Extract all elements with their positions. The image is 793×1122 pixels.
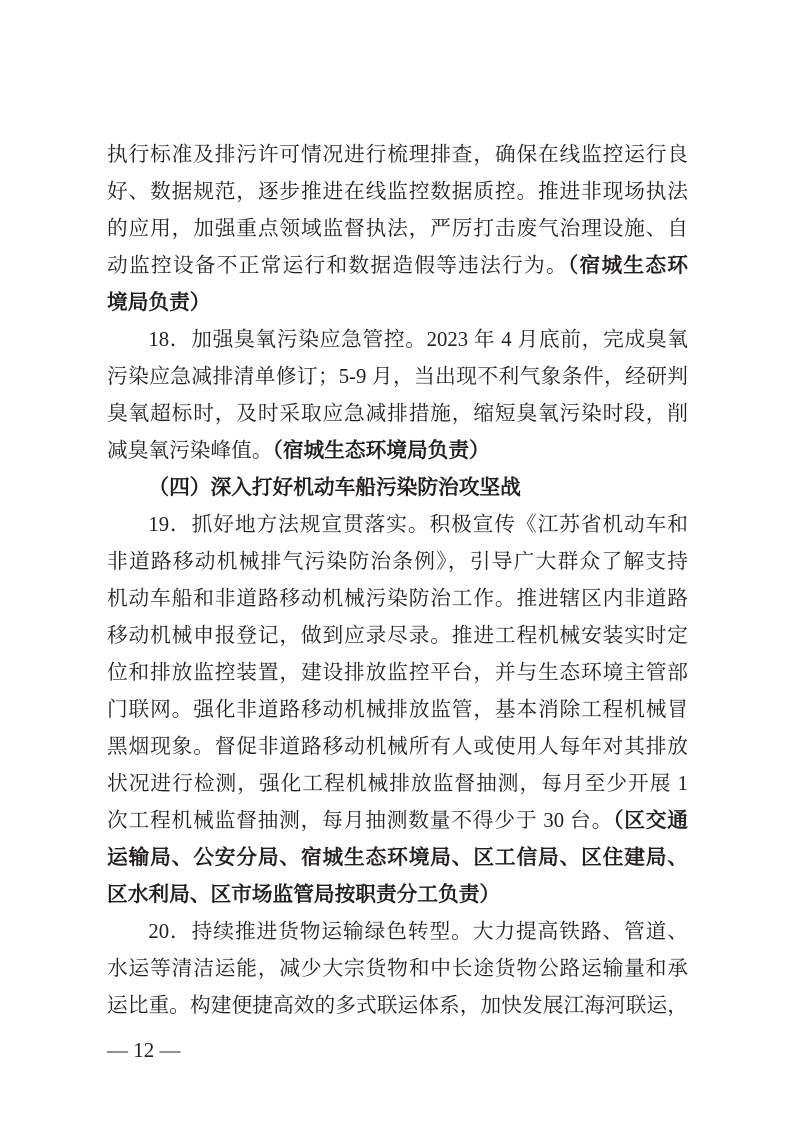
paragraph-item-18	[107, 322, 688, 470]
line-text: 好、数据规范，逐步推进在线监控数据质控。推进非现场执法	[107, 181, 688, 203]
text-line	[107, 766, 688, 803]
paragraph-item-20	[107, 914, 688, 1025]
line-text: 臭氧超标时，及时采取应急减排措施，缩短臭氧污染时段，削	[107, 403, 688, 425]
line-text: 移动机械申报登记，做到应录尽录。推进工程机械安装实时定	[107, 625, 688, 647]
text-line	[107, 581, 688, 618]
text-line	[107, 174, 688, 211]
text-line	[107, 322, 688, 359]
line-text: 黑烟现象。督促非道路移动机械所有人或使用人每年对其排放	[107, 736, 688, 758]
paragraph-item-19	[107, 507, 688, 914]
text-line	[107, 618, 688, 655]
paragraph-item-17-continued	[107, 137, 688, 322]
line-text: 非道路移动机械排气污染防治条例》，引导广大群众了解支持	[107, 551, 688, 573]
text-line	[107, 359, 688, 396]
line-text: 19．抓好地方法规宣贯落实。积极宣传《江苏省机动车和	[148, 514, 688, 536]
line-text: 动监控设备不正常运行和数据造假等违法行为。	[107, 255, 568, 277]
text-line	[107, 544, 688, 581]
text-line	[107, 211, 688, 248]
responsibility-note: 运输局、公安分局、宿城生态环境局、区工信局、区住建局、	[107, 847, 688, 869]
line-text: 运比重。构建便捷高效的多式联运体系，加快发展江海河联运，	[107, 995, 688, 1017]
text-line	[107, 507, 688, 544]
text-line	[107, 914, 688, 951]
responsibility-note: 境局负责）	[107, 292, 211, 314]
text-line	[107, 248, 688, 285]
line-text: 减臭氧污染峰值。	[107, 440, 273, 462]
text-line	[107, 396, 688, 433]
line-text: 水运等清洁运能，减少大宗货物和中长途货物公路运输量和承	[107, 958, 688, 980]
text-line	[107, 877, 688, 914]
text-line	[107, 692, 688, 729]
text-line	[107, 729, 688, 766]
line-text: 污染应急减排清单修订；5-9 月，当出现不利气象条件，经研判	[107, 366, 688, 388]
text-line	[107, 433, 688, 470]
responsibility-note: （宿城生态环境局负责）	[272, 440, 490, 462]
page-number: — 12 —	[107, 1038, 181, 1062]
responsibility-note: （宿城生态环	[567, 255, 688, 277]
line-text: 位和排放监控装置，建设排放监控平台，并与生态环境主管部	[107, 662, 688, 684]
text-line	[107, 951, 688, 988]
line-text: 机动车船和非道路移动机械污染防治工作。推进辖区内非道路	[107, 588, 688, 610]
text-line	[107, 655, 688, 692]
line-text: 门联网。强化非道路移动机械排放监管，基本消除工程机械冒	[107, 699, 688, 721]
line-text: 次工程机械监督抽测，每月抽测数量不得少于 30 台。	[107, 810, 614, 832]
text-line	[107, 137, 688, 174]
line-text: 状况进行检测，强化工程机械排放监督抽测，每月至少开展 1	[107, 773, 688, 795]
line-text: 18．加强臭氧污染应急管控。2023 年 4 月底前，完成臭氧	[148, 329, 688, 351]
text-line	[107, 285, 688, 322]
responsibility-note: 区水利局、区市场监管局按职责分工负责）	[107, 884, 501, 906]
text-line	[107, 803, 688, 840]
section-heading: （四）深入打好机动车船污染防治攻坚战	[148, 477, 521, 499]
responsibility-note: （区交通	[613, 810, 688, 832]
text-line	[107, 988, 688, 1025]
body-text	[107, 137, 688, 1025]
line-text: 20．持续推进货物运输绿色转型。大力提高铁路、管道、	[148, 921, 688, 943]
line-text: 的应用，加强重点领域监督执法，严厉打击废气治理设施、自	[107, 218, 688, 240]
line-text: 执行标准及排污许可情况进行梳理排查，确保在线监控运行良	[107, 144, 688, 166]
text-line	[107, 840, 688, 877]
